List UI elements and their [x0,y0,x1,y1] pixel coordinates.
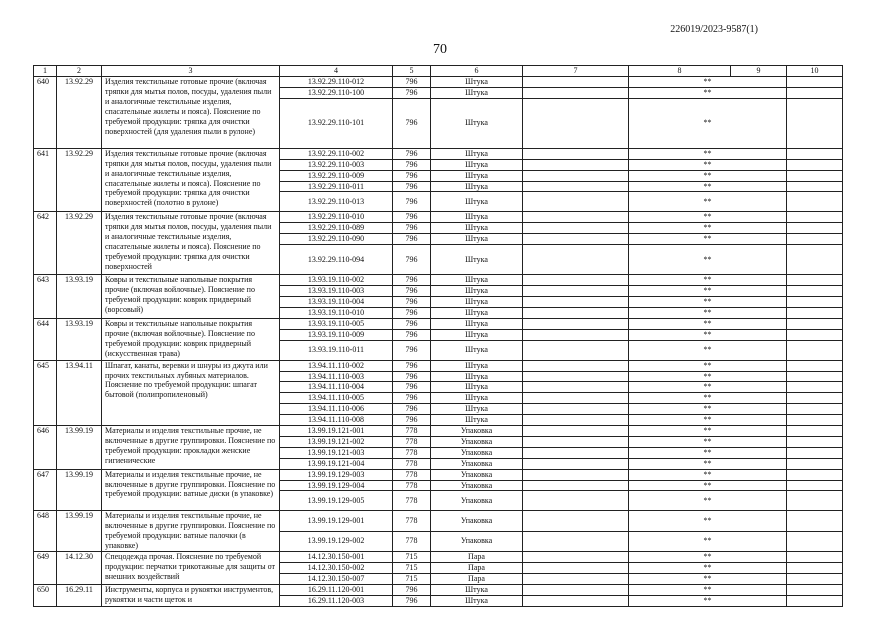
column-7-cell [523,491,629,511]
column-10-cell [787,148,843,159]
mark-cell: ** [629,404,787,415]
column-7-cell [523,77,629,88]
column-10-cell [787,480,843,491]
okpd-code: 13.99.19 [57,511,102,552]
unit-name: Упаковка [431,480,523,491]
column-7-cell [523,552,629,563]
column-10-cell [787,275,843,286]
column-header-5: 5 [393,66,431,77]
column-10-cell [787,192,843,212]
ktru-code: 13.92.29.110-100 [280,87,393,98]
ktru-code: 13.92.29.110-010 [280,212,393,223]
unit-name: Штука [431,318,523,329]
mark-cell: ** [629,329,787,340]
column-header-2: 2 [57,66,102,77]
column-10-cell [787,296,843,307]
column-10-cell [787,584,843,595]
ktru-code: 16.29.11.120-003 [280,595,393,606]
unit-name: Штука [431,360,523,371]
okei-code: 796 [393,318,431,329]
table-row [34,511,843,531]
unit-name: Штука [431,212,523,223]
unit-name: Штука [431,98,523,148]
row-number: 648 [34,511,57,552]
column-10-cell [787,511,843,531]
mark-cell: ** [629,552,787,563]
mark-cell: ** [629,393,787,404]
okei-code: 796 [393,371,431,382]
mark-cell: ** [629,87,787,98]
table-row [34,426,843,437]
unit-name: Штука [431,77,523,88]
okei-code: 778 [393,458,431,469]
okpd-code: 16.29.11 [57,584,102,606]
document-number: 226019/2023-9587(1) [670,24,758,35]
okpd-code: 13.99.19 [57,469,102,511]
unit-name: Упаковка [431,436,523,447]
ktru-code: 13.99.19.129-002 [280,531,393,551]
column-7-cell [523,329,629,340]
item-description: Материалы и изделия текстильные прочие, не включенные в другие группировки. Пояснение по требуемой продукции: ватные палочки (в упаковке) [102,511,280,552]
mark-cell: ** [629,98,787,148]
mark-cell: ** [629,458,787,469]
unit-name: Штука [431,181,523,192]
column-header-7: 7 [523,66,629,77]
ktru-code: 13.92.29.110-011 [280,181,393,192]
mark-cell: ** [629,318,787,329]
ktru-code: 13.99.19.129-003 [280,469,393,480]
column-7-cell [523,360,629,371]
page-number: 70 [433,42,447,57]
ktru-code: 13.99.19.129-005 [280,491,393,511]
ktru-code: 13.92.29.110-002 [280,148,393,159]
table-row [34,77,843,88]
unit-name: Штука [431,234,523,245]
column-7-cell [523,181,629,192]
mark-cell: ** [629,275,787,286]
column-10-cell [787,360,843,371]
item-description: Изделия текстильные готовые прочие (включая тряпки для мытья полов, посуды, удаления пыли и аналогичные текстильные изделия, спасательные жилеты и пояса). Пояснение по требуемой продукции: тряпка для очистки поверхностей (полотно в рулоне) [102,148,280,212]
column-10-cell [787,77,843,88]
item-description: Шпагат, канаты, веревки и шнуры из джута или прочих текстильных лубяных материалов. Пояснение по требуемой продукции: шпагат бытовой (полипропиленовый) [102,360,280,425]
okpd-code: 13.94.11 [57,360,102,425]
ktru-code: 13.99.19.121-002 [280,436,393,447]
okei-code: 778 [393,531,431,551]
column-10-cell [787,573,843,584]
column-10-cell [787,404,843,415]
column-10-cell [787,595,843,606]
column-7-cell [523,296,629,307]
ktru-code: 13.92.29.110-012 [280,77,393,88]
mark-cell: ** [629,360,787,371]
column-header-10: 10 [787,66,843,77]
ktru-code: 16.29.11.120-001 [280,584,393,595]
column-7-cell [523,159,629,170]
okpd-code: 13.92.29 [57,148,102,212]
column-header-1: 1 [34,66,57,77]
table-row [34,275,843,286]
column-7-cell [523,393,629,404]
unit-name: Штука [431,415,523,426]
column-10-cell [787,393,843,404]
mark-cell: ** [629,296,787,307]
ktru-code: 13.93.19.110-011 [280,340,393,360]
column-header-6: 6 [431,66,523,77]
column-10-cell [787,87,843,98]
okei-code: 778 [393,491,431,511]
mark-cell: ** [629,234,787,245]
column-10-cell [787,458,843,469]
mark-cell: ** [629,480,787,491]
column-10-cell [787,415,843,426]
unit-name: Штука [431,192,523,212]
okei-code: 796 [393,98,431,148]
ktru-code: 13.99.19.121-003 [280,447,393,458]
okpd-code: 13.92.29 [57,212,102,275]
unit-name: Штука [431,595,523,606]
column-10-cell [787,447,843,458]
unit-name: Штука [431,275,523,286]
column-7-cell [523,531,629,551]
unit-name: Упаковка [431,491,523,511]
okpd-code: 13.92.29 [57,77,102,149]
okei-code: 796 [393,245,431,275]
mark-cell: ** [629,286,787,297]
row-number: 641 [34,148,57,212]
column-7-cell [523,170,629,181]
mark-cell: ** [629,531,787,551]
column-10-cell [787,552,843,563]
ktru-code: 13.92.29.110-089 [280,223,393,234]
unit-name: Пара [431,552,523,563]
okei-code: 778 [393,436,431,447]
mark-cell: ** [629,77,787,88]
products-table [33,65,843,607]
unit-name: Упаковка [431,426,523,437]
unit-name: Штука [431,382,523,393]
mark-cell: ** [629,491,787,511]
column-10-cell [787,329,843,340]
unit-name: Пара [431,573,523,584]
item-description: Материалы и изделия текстильные прочие, не включенные в другие группировки. Пояснение по требуемой продукции: ватные диски (в упаковке) [102,469,280,511]
unit-name: Упаковка [431,458,523,469]
mark-cell: ** [629,307,787,318]
column-10-cell [787,223,843,234]
ktru-code: 14.12.30.150-007 [280,573,393,584]
ktru-code: 13.93.19.110-005 [280,318,393,329]
item-description: Ковры и текстильные напольные покрытия прочие (включая войлочные). Пояснение по требуемой продукции: коврик придверный (искусственная трава) [102,318,280,360]
column-header-3: 3 [102,66,280,77]
column-7-cell [523,595,629,606]
okei-code: 796 [393,415,431,426]
unit-name: Штука [431,307,523,318]
okei-code: 796 [393,286,431,297]
column-7-cell [523,573,629,584]
mark-cell: ** [629,436,787,447]
mark-cell: ** [629,340,787,360]
ktru-code: 14.12.30.150-002 [280,563,393,574]
ktru-code: 13.94.11.110-005 [280,393,393,404]
unit-name: Штука [431,371,523,382]
column-10-cell [787,307,843,318]
unit-name: Штука [431,393,523,404]
mark-cell: ** [629,223,787,234]
ktru-code: 13.94.11.110-008 [280,415,393,426]
ktru-code: 13.93.19.110-004 [280,296,393,307]
item-description: Материалы и изделия текстильные прочие, не включенные в другие группировки. Пояснение по требуемой продукции: прокладки женские гигиенические [102,426,280,470]
unit-name: Штука [431,159,523,170]
unit-name: Штука [431,245,523,275]
ktru-code: 13.92.29.110-009 [280,170,393,181]
mark-cell: ** [629,382,787,393]
column-7-cell [523,415,629,426]
okei-code: 796 [393,170,431,181]
mark-cell: ** [629,563,787,574]
unit-name: Штука [431,329,523,340]
row-number: 649 [34,552,57,585]
column-7-cell [523,148,629,159]
column-7-cell [523,234,629,245]
column-7-cell [523,192,629,212]
column-7-cell [523,480,629,491]
unit-name: Упаковка [431,531,523,551]
column-7-cell [523,436,629,447]
column-7-cell [523,318,629,329]
unit-name: Штука [431,404,523,415]
unit-name: Штука [431,148,523,159]
mark-cell: ** [629,415,787,426]
okei-code: 796 [393,340,431,360]
ktru-code: 13.92.29.110-003 [280,159,393,170]
mark-cell: ** [629,584,787,595]
column-7-cell [523,223,629,234]
ktru-code: 13.99.19.121-001 [280,426,393,437]
column-7-cell [523,382,629,393]
column-7-cell [523,245,629,275]
unit-name: Штука [431,340,523,360]
okei-code: 796 [393,77,431,88]
okei-code: 796 [393,382,431,393]
ktru-code: 13.94.11.110-004 [280,382,393,393]
column-header-8: 8 [629,66,731,77]
unit-name: Упаковка [431,447,523,458]
mark-cell: ** [629,447,787,458]
ktru-code: 13.92.29.110-101 [280,98,393,148]
mark-cell: ** [629,573,787,584]
ktru-code: 13.93.19.110-002 [280,275,393,286]
column-7-cell [523,404,629,415]
column-header-row [34,66,843,77]
okei-code: 796 [393,584,431,595]
row-number: 646 [34,426,57,470]
row-number: 642 [34,212,57,275]
column-7-cell [523,212,629,223]
unit-name: Штука [431,296,523,307]
unit-name: Упаковка [431,511,523,531]
table-row [34,212,843,223]
okei-code: 796 [393,223,431,234]
column-7-cell [523,584,629,595]
okei-code: 715 [393,552,431,563]
row-number: 643 [34,275,57,319]
okei-code: 796 [393,87,431,98]
column-10-cell [787,245,843,275]
mark-cell: ** [629,511,787,531]
row-number: 640 [34,77,57,149]
column-10-cell [787,159,843,170]
unit-name: Штука [431,223,523,234]
ktru-code: 13.92.29.110-013 [280,192,393,212]
column-10-cell [787,531,843,551]
table-row [34,469,843,480]
mark-cell: ** [629,245,787,275]
table-row [34,360,843,371]
okei-code: 796 [393,159,431,170]
unit-name: Пара [431,563,523,574]
column-10-cell [787,436,843,447]
okei-code: 796 [393,595,431,606]
table-row [34,148,843,159]
mark-cell: ** [629,192,787,212]
okei-code: 796 [393,181,431,192]
ktru-code: 14.12.30.150-001 [280,552,393,563]
okei-code: 778 [393,469,431,480]
item-description: Изделия текстильные готовые прочие (включая тряпки для мытья полов, посуды, удаления пыли и аналогичные текстильные изделия, спасательные жилеты и пояса). Пояснение по требуемой продукции: тряпка для очистки поверхностей [102,212,280,275]
column-header-9: 9 [731,66,787,77]
ktru-code: 13.99.19.129-001 [280,511,393,531]
table-row [34,318,843,329]
column-7-cell [523,458,629,469]
column-header-4: 4 [280,66,393,77]
okpd-code: 14.12.30 [57,552,102,585]
okei-code: 796 [393,329,431,340]
okpd-code: 13.93.19 [57,318,102,360]
okei-code: 796 [393,360,431,371]
unit-name: Штука [431,286,523,297]
item-description: Изделия текстильные готовые прочие (включая тряпки для мытья полов, посуды, удаления пыли и аналогичные текстильные изделия, спасательные жилеты и пояса). Пояснение по требуемой продукции: тряпка для очистки поверхностей (для удаления пыли в рулоне) [102,77,280,149]
ktru-code: 13.94.11.110-002 [280,360,393,371]
table-row [34,584,843,595]
okei-code: 715 [393,563,431,574]
mark-cell: ** [629,148,787,159]
ktru-code: 13.93.19.110-010 [280,307,393,318]
mark-cell: ** [629,181,787,192]
column-7-cell [523,469,629,480]
column-10-cell [787,426,843,437]
okei-code: 796 [393,296,431,307]
column-10-cell [787,491,843,511]
okei-code: 778 [393,511,431,531]
okei-code: 778 [393,447,431,458]
ktru-code: 13.99.19.121-004 [280,458,393,469]
column-10-cell [787,318,843,329]
column-10-cell [787,563,843,574]
ktru-code: 13.92.29.110-094 [280,245,393,275]
column-7-cell [523,371,629,382]
item-description: Ковры и текстильные напольные покрытия прочие (включая войлочные). Пояснение по требуемой продукции: коврик придверный (ворсовый) [102,275,280,319]
okei-code: 796 [393,275,431,286]
mark-cell: ** [629,426,787,437]
unit-name: Штука [431,170,523,181]
unit-name: Упаковка [431,469,523,480]
okei-code: 796 [393,393,431,404]
mark-cell: ** [629,371,787,382]
column-7-cell [523,426,629,437]
ktru-code: 13.94.11.110-003 [280,371,393,382]
ktru-code: 13.92.29.110-090 [280,234,393,245]
mark-cell: ** [629,170,787,181]
column-10-cell [787,98,843,148]
column-7-cell [523,98,629,148]
ktru-code: 13.99.19.129-004 [280,480,393,491]
okei-code: 796 [393,212,431,223]
row-number: 650 [34,584,57,606]
mark-cell: ** [629,469,787,480]
column-10-cell [787,469,843,480]
column-10-cell [787,181,843,192]
okei-code: 796 [393,148,431,159]
column-7-cell [523,275,629,286]
okei-code: 715 [393,573,431,584]
row-number: 647 [34,469,57,511]
column-10-cell [787,212,843,223]
okei-code: 796 [393,404,431,415]
mark-cell: ** [629,212,787,223]
column-7-cell [523,447,629,458]
unit-name: Штука [431,87,523,98]
column-7-cell [523,87,629,98]
ktru-code: 13.93.19.110-009 [280,329,393,340]
column-10-cell [787,382,843,393]
item-description: Спецодежда прочая. Пояснение по требуемой продукции: перчатки трикотажные для защиты от внешних воздействий [102,552,280,585]
mark-cell: ** [629,595,787,606]
column-10-cell [787,170,843,181]
column-7-cell [523,511,629,531]
column-10-cell [787,286,843,297]
okpd-code: 13.99.19 [57,426,102,470]
column-10-cell [787,234,843,245]
ktru-code: 13.93.19.110-003 [280,286,393,297]
okpd-code: 13.93.19 [57,275,102,319]
okei-code: 778 [393,426,431,437]
column-7-cell [523,563,629,574]
column-10-cell [787,371,843,382]
mark-cell: ** [629,159,787,170]
ktru-code: 13.94.11.110-006 [280,404,393,415]
column-7-cell [523,307,629,318]
unit-name: Штука [431,584,523,595]
row-number: 645 [34,360,57,425]
column-10-cell [787,340,843,360]
row-number: 644 [34,318,57,360]
item-description: Инструменты, корпуса и рукоятки инструментов, рукоятки и части щеток и [102,584,280,606]
okei-code: 796 [393,307,431,318]
okei-code: 796 [393,192,431,212]
table-row [34,552,843,563]
okei-code: 778 [393,480,431,491]
column-7-cell [523,340,629,360]
column-7-cell [523,286,629,297]
okei-code: 796 [393,234,431,245]
